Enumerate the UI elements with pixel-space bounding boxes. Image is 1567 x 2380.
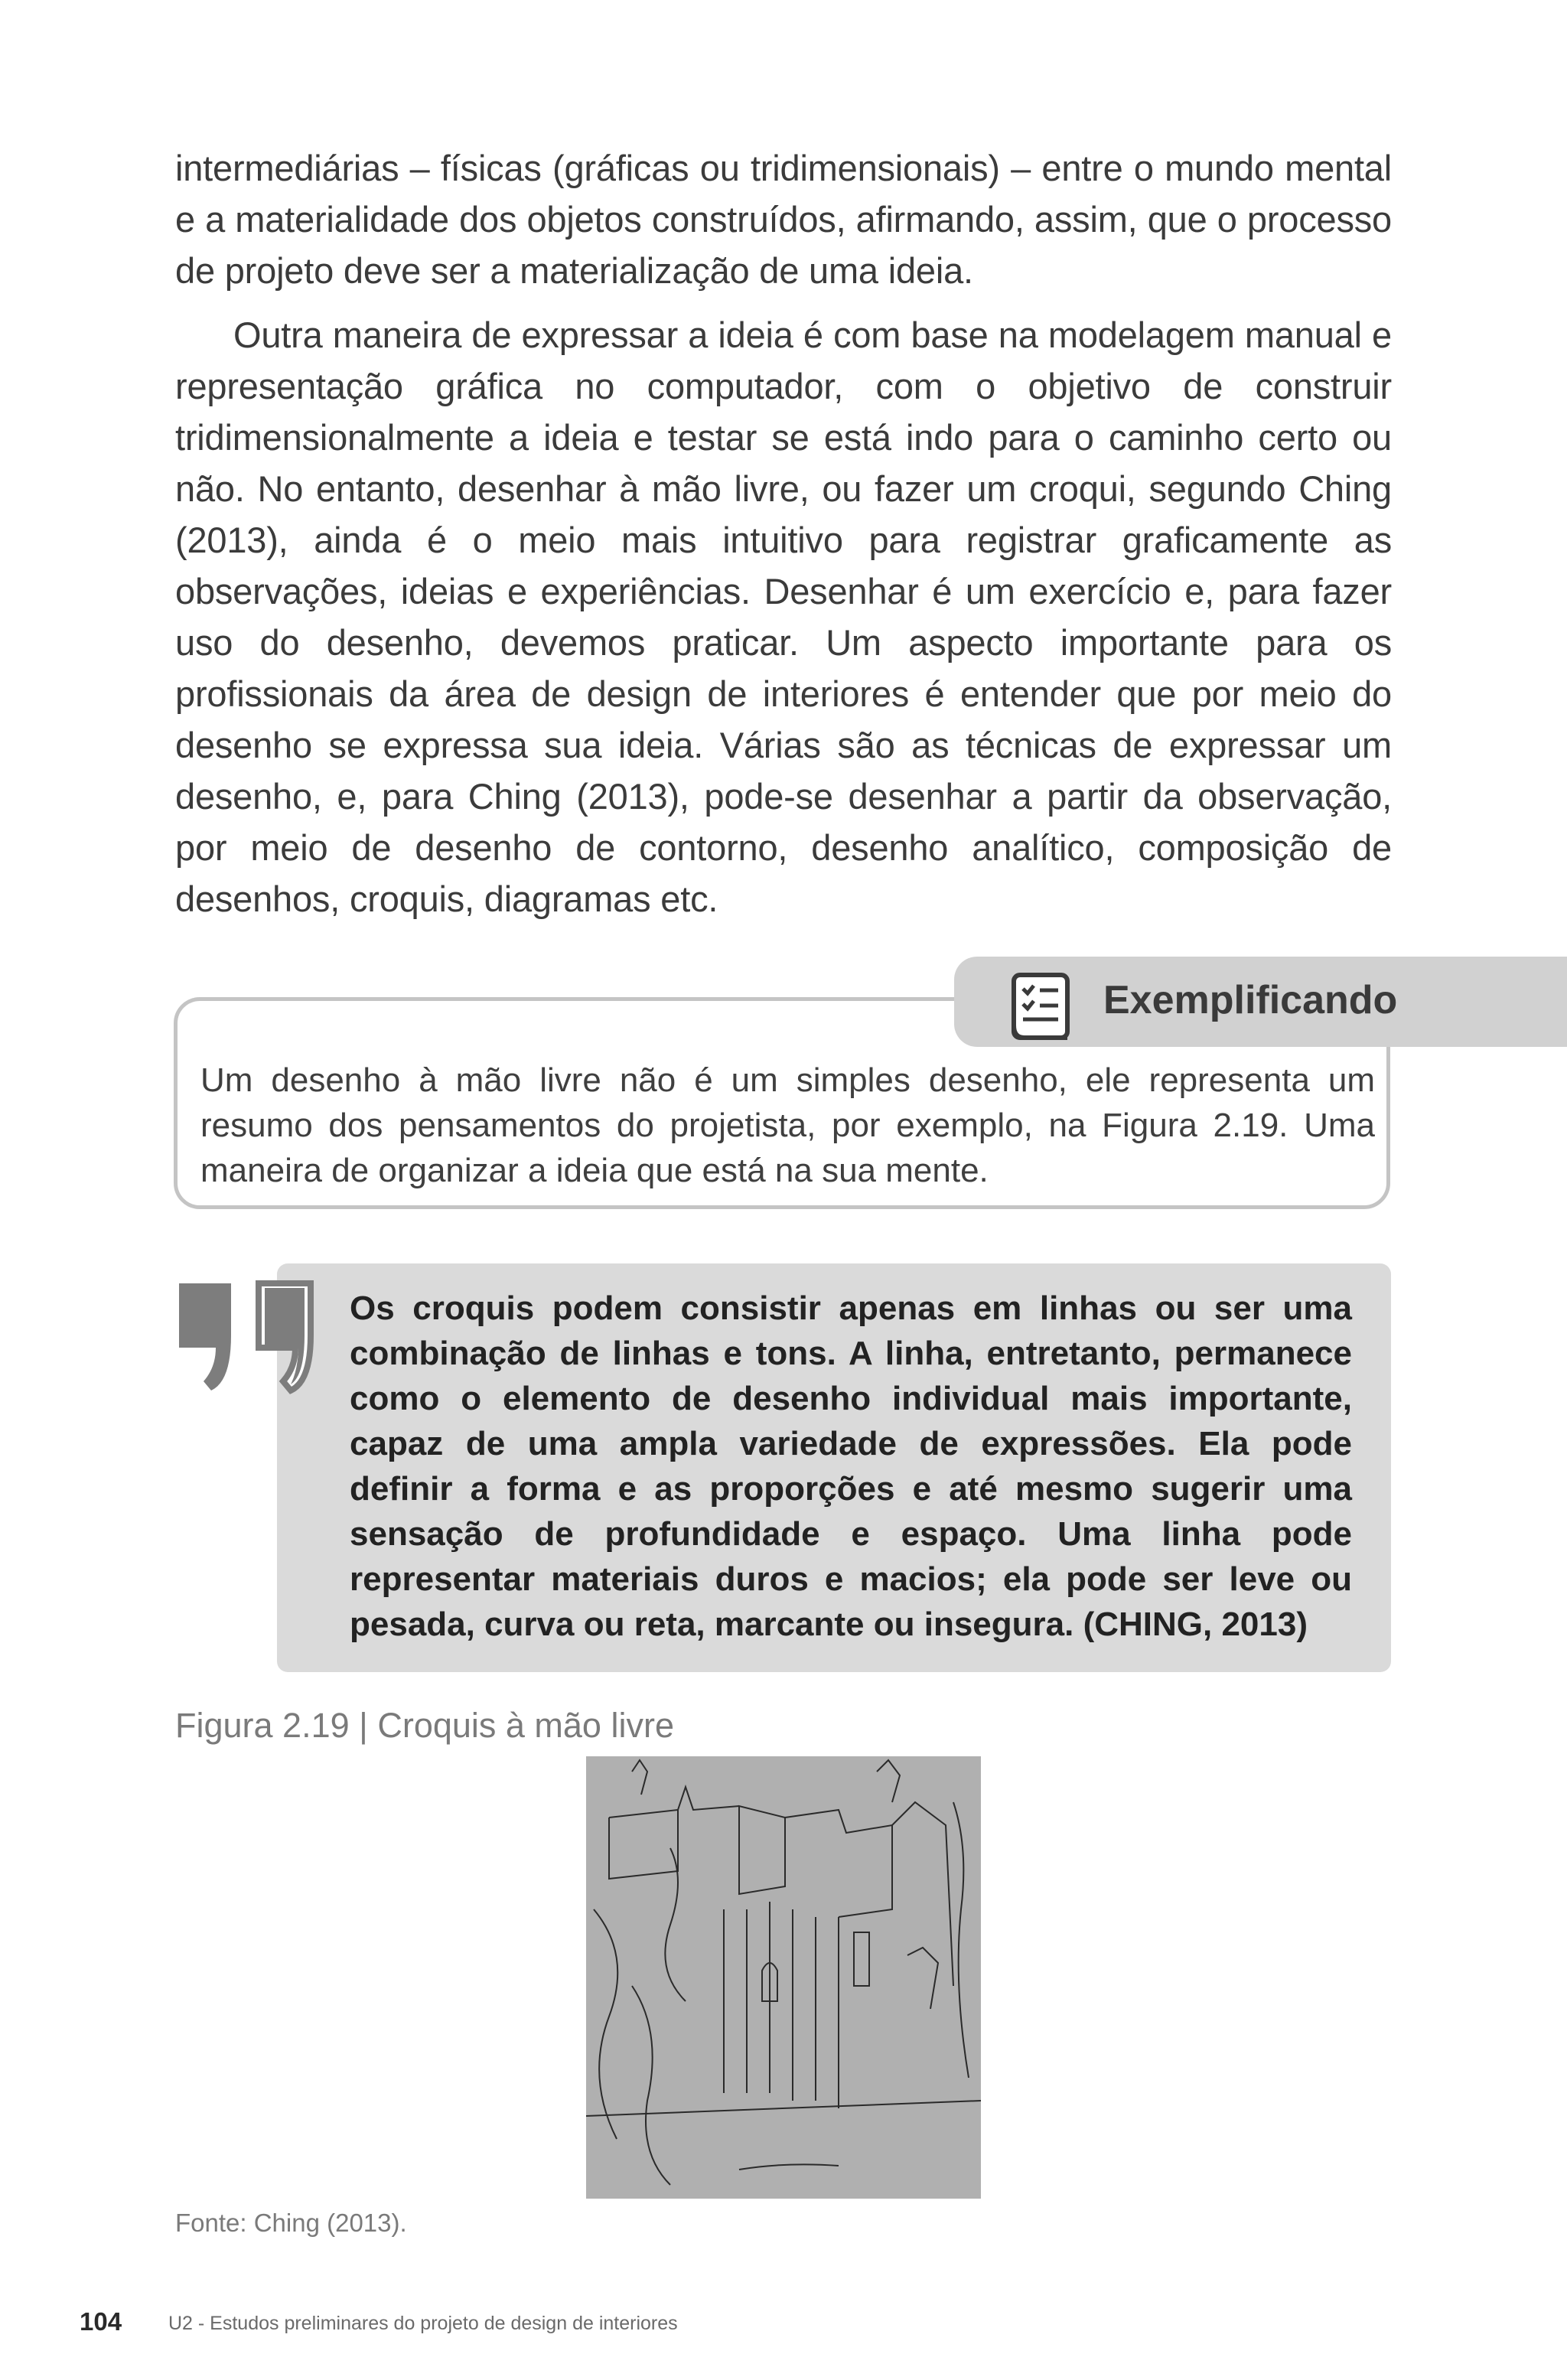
checklist-icon — [1008, 972, 1073, 1041]
figure-source: Fonte: Ching (2013). — [175, 2209, 407, 2237]
sketch-image — [586, 1756, 981, 2199]
page-number: 104 — [80, 2307, 122, 2336]
figure-caption: Figura 2.19 | Croquis à mão livre — [175, 1706, 674, 1745]
exemplificando-text: Um desenho à mão livre não é um simples desenho, ele representa um resumo dos pensamentos do projetista, por exemplo, na Figura 2.19. Uma maneira de organizar a ideia que está na sua mente. — [200, 1061, 1375, 1189]
quotation-marks-icon — [176, 1274, 321, 1397]
footer-text: U2 - Estudos preliminares do projeto de design de interiores — [168, 2313, 678, 2334]
exemplificando-header — [954, 957, 1567, 1047]
exemplificando-title: Exemplificando — [1103, 978, 1398, 1022]
body-paragraph-2: Outra maneira de expressar a ideia é com base na modelagem manual e representação gráfica no computador, com o objetivo de construir tridimensionalmente a ideia e testar se está indo para o caminho certo ou não. No entanto, desenhar à mão livre, ou fazer um croqui, segundo Ching (2013), ainda é o meio mais intuitivo para registrar graficamente as observações, ideias e experiências. Desenhar é um exercício e, para fazer uso do desenho, devemos praticar. Um aspecto importante para os profissionais da área de design de interiores é entender que por meio do desenho se expressa sua ideia. Várias são as técnicas de expressar um desenho, e, para Ching (2013), pode-se desenhar a partir da observação, por meio de desenho de contorno, desenho analítico, composição de desenhos, croquis, diagramas etc. — [175, 315, 1392, 919]
quote-text: Os croquis podem consistir apenas em linhas ou ser uma combinação de linhas e tons. A linha, entretanto, permanece como o elemento de desenho individual mais importante, capaz de uma ampla variedade de expressões. Ela pode definir a forma e as proporções e até mesmo sugerir uma sensação de profundidade e espaço. Uma linha pode representar materiais duros e macios; ela pode ser leve ou pesada, curva ou reta, marcante ou insegura. (CHING, 2013) — [350, 1289, 1352, 1643]
body-paragraph-1: intermediárias – físicas (gráficas ou tridimensionais) – entre o mundo mental e a materialidade dos objetos construídos, afirmando, assim, que o processo de projeto deve ser a materialização de uma ideia. — [175, 148, 1392, 291]
